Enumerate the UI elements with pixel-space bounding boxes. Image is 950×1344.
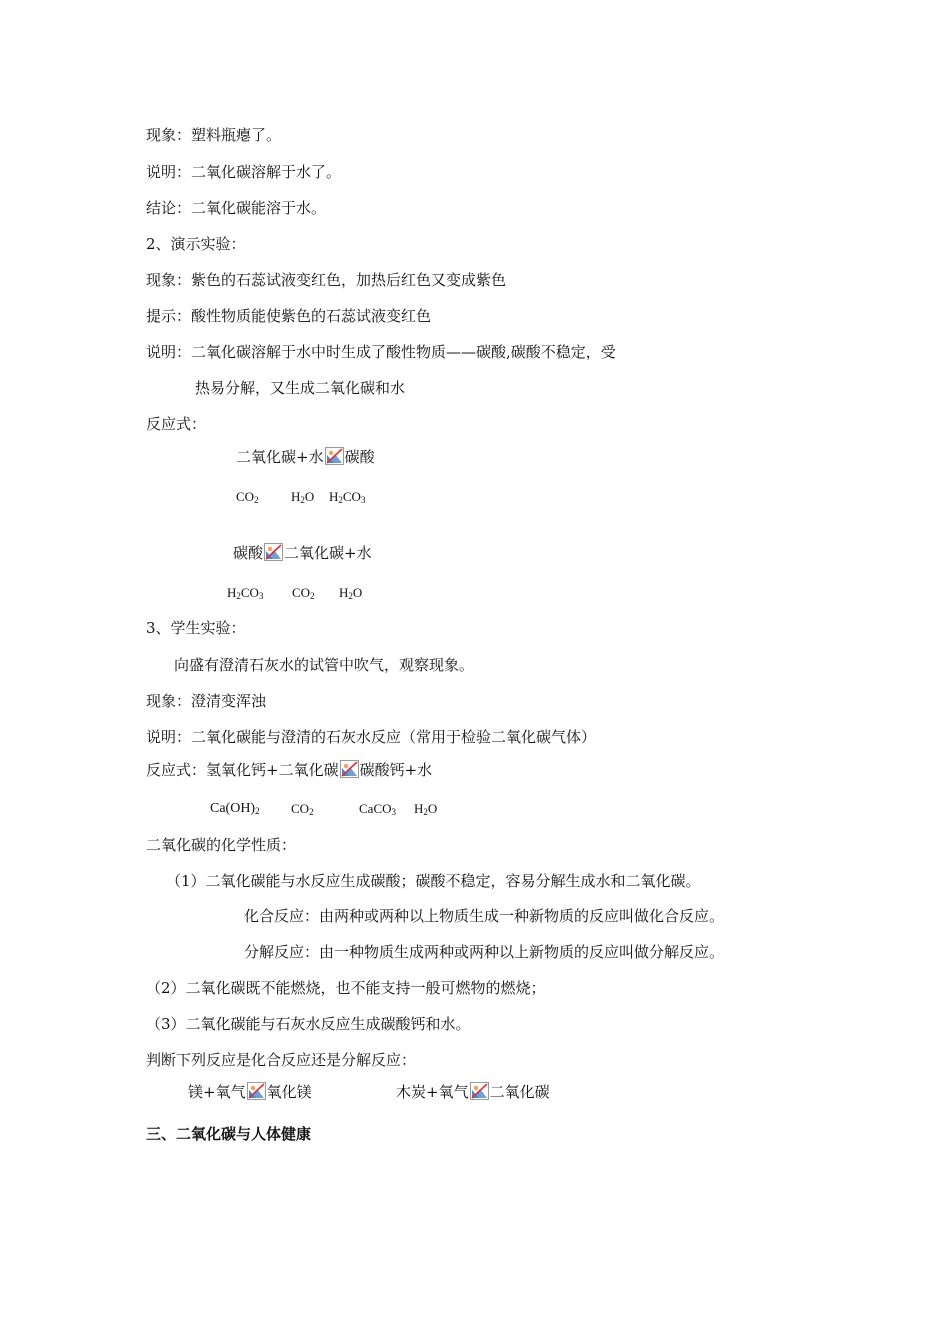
equation-left: 木炭+氧气 xyxy=(396,1083,469,1101)
equation-left: 反应式：氢氧化钙+二氧化碳 xyxy=(146,761,339,779)
formula-h2co3: $H_2CO_3$ xyxy=(329,489,366,505)
text-line: 判断下列反应是化合反应还是分解反应： xyxy=(146,1051,417,1069)
equation-right: 碳酸钙+水 xyxy=(359,761,433,779)
text-line: 现象：塑料瓶瘪了。 xyxy=(146,126,282,144)
formula-caoh2: $Ca(OH)_2$ xyxy=(210,801,260,816)
definition-decomposition: 分解反应：由一种物质生成两种或两种以上新物质的反应叫做分解反应。 xyxy=(244,943,725,961)
equation xyxy=(188,1082,312,1102)
formula-h2co3: $H_2CO_3$ xyxy=(227,585,264,601)
equation xyxy=(236,447,375,467)
text-line: 热易分解，又生成二氧化碳和水 xyxy=(195,379,406,397)
equation-right: 二氧化碳 xyxy=(489,1083,550,1101)
text-line: （3）二氧化碳能与石灰水反应生成碳酸钙和水。 xyxy=(146,1015,471,1033)
broken-image-icon xyxy=(470,1082,489,1100)
equation xyxy=(396,1082,550,1102)
text-line: 反应式： xyxy=(146,415,207,433)
equation-left: 二氧化碳+水 xyxy=(236,448,324,466)
formula-co2: $CO_2$ xyxy=(292,585,315,601)
text-line: 说明：二氧化碳能与澄清的石灰水反应（常用于检验二氧化碳气体） xyxy=(146,728,597,746)
formula-h2o: $H_2O$ xyxy=(339,585,363,601)
formula-h2o: $H_2O$ xyxy=(414,801,438,817)
formula-caco3: CaCO$_3$ xyxy=(359,801,396,817)
text-line: 结论：二氧化碳能溶于水。 xyxy=(146,199,327,217)
broken-image-icon xyxy=(340,760,359,778)
definition-combination: 化合反应：由两种或两种以上物质生成一种新物质的反应叫做化合反应。 xyxy=(244,907,725,925)
equation-right: 氧化镁 xyxy=(266,1083,312,1101)
formula-co2: $CO_2$ xyxy=(291,801,314,817)
text-line: 2、演示实验： xyxy=(146,235,246,253)
text-line: 现象：紫色的石蕊试液变红色，加热后红色又变成紫色 xyxy=(146,271,507,289)
equation-left: 镁+氧气 xyxy=(188,1083,246,1101)
text-line: 现象：澄清变浑浊 xyxy=(146,692,267,710)
equation-left: 碳酸 xyxy=(233,544,264,562)
formula-h2o: $H_2O$ xyxy=(291,489,315,505)
text-line: 提示：酸性物质能使紫色的石蕊试液变红色 xyxy=(146,307,432,325)
text-line: 说明：二氧化碳溶解于水中时生成了酸性物质——碳酸,碳酸不稳定，受 xyxy=(146,343,616,361)
text-line: 向盛有澄清石灰水的试管中吹气，观察现象。 xyxy=(174,656,475,674)
text-line: （1）二氧化碳能与水反应生成碳酸；碳酸不稳定，容易分解生成水和二氧化碳。 xyxy=(166,872,701,890)
broken-image-icon xyxy=(247,1082,266,1100)
equation xyxy=(146,760,432,780)
broken-image-icon xyxy=(325,447,344,465)
equation-right: 二氧化碳+水 xyxy=(284,544,372,562)
formula-co2: $CO_2$ xyxy=(236,489,259,505)
text-line: （2）二氧化碳既不能燃烧，也不能支持一般可燃物的燃烧； xyxy=(146,979,546,997)
broken-image-icon xyxy=(264,543,283,561)
text-line: 二氧化碳的化学性质： xyxy=(146,836,297,854)
equation xyxy=(233,543,372,563)
text-line: 3、学生实验： xyxy=(146,619,246,637)
section-heading: 三、二氧化碳与人体健康 xyxy=(146,1125,312,1143)
text-line: 说明：二氧化碳溶解于水了。 xyxy=(146,163,342,181)
equation-right: 碳酸 xyxy=(344,448,375,466)
